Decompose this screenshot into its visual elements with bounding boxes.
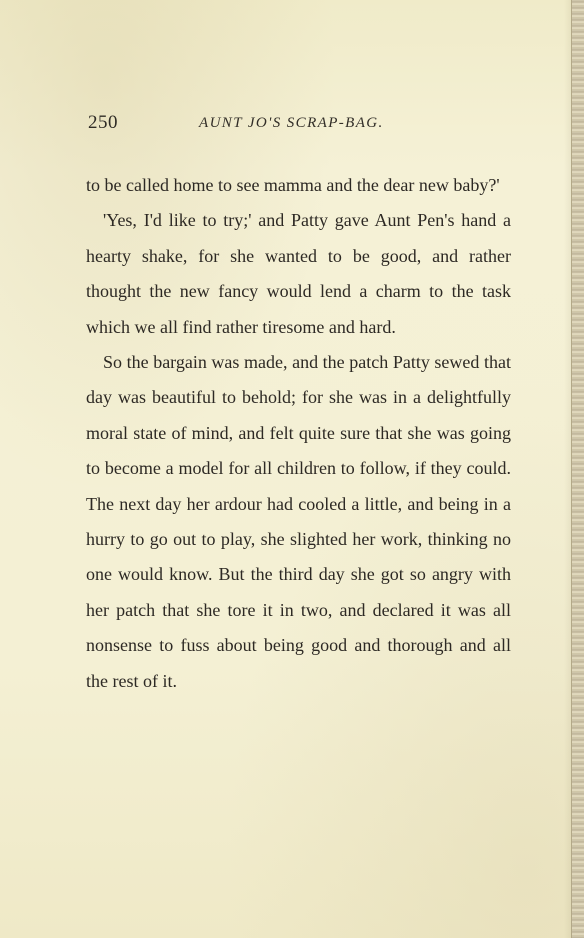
page-number: 250 <box>88 112 118 133</box>
running-title: AUNT JO'S SCRAP-BAG. <box>199 115 384 131</box>
body-text <box>86 168 511 699</box>
paragraph-bargain: So the bargain was made, and the patch Patty sewed that day was beautiful to behold; for she was in a delightfully moral state of mind, and felt quite sure that she was going to become a model for all children to follow, if they could. The next day her ardour had cooled a little, and being in a hurry to go out to play, she slighted her work, thinking no one would know. But the third day she got so angry with her patch that she tore it in two, and declared it was all nonsense to fuss about being good and thorough and all the rest of it. <box>86 352 511 691</box>
paragraph-patty-response: 'Yes, I'd like to try;' and Patty gave Aunt Pen's hand a hearty shake, for she wanted to be good, and rather thought the new fancy would lend a charm to the task which we all find rather tiresome and hard. <box>86 210 511 337</box>
page-edge <box>571 0 584 938</box>
paragraph-continuation: to be called home to see mamma and the dear new baby?' <box>86 175 500 195</box>
page-header <box>88 112 518 142</box>
